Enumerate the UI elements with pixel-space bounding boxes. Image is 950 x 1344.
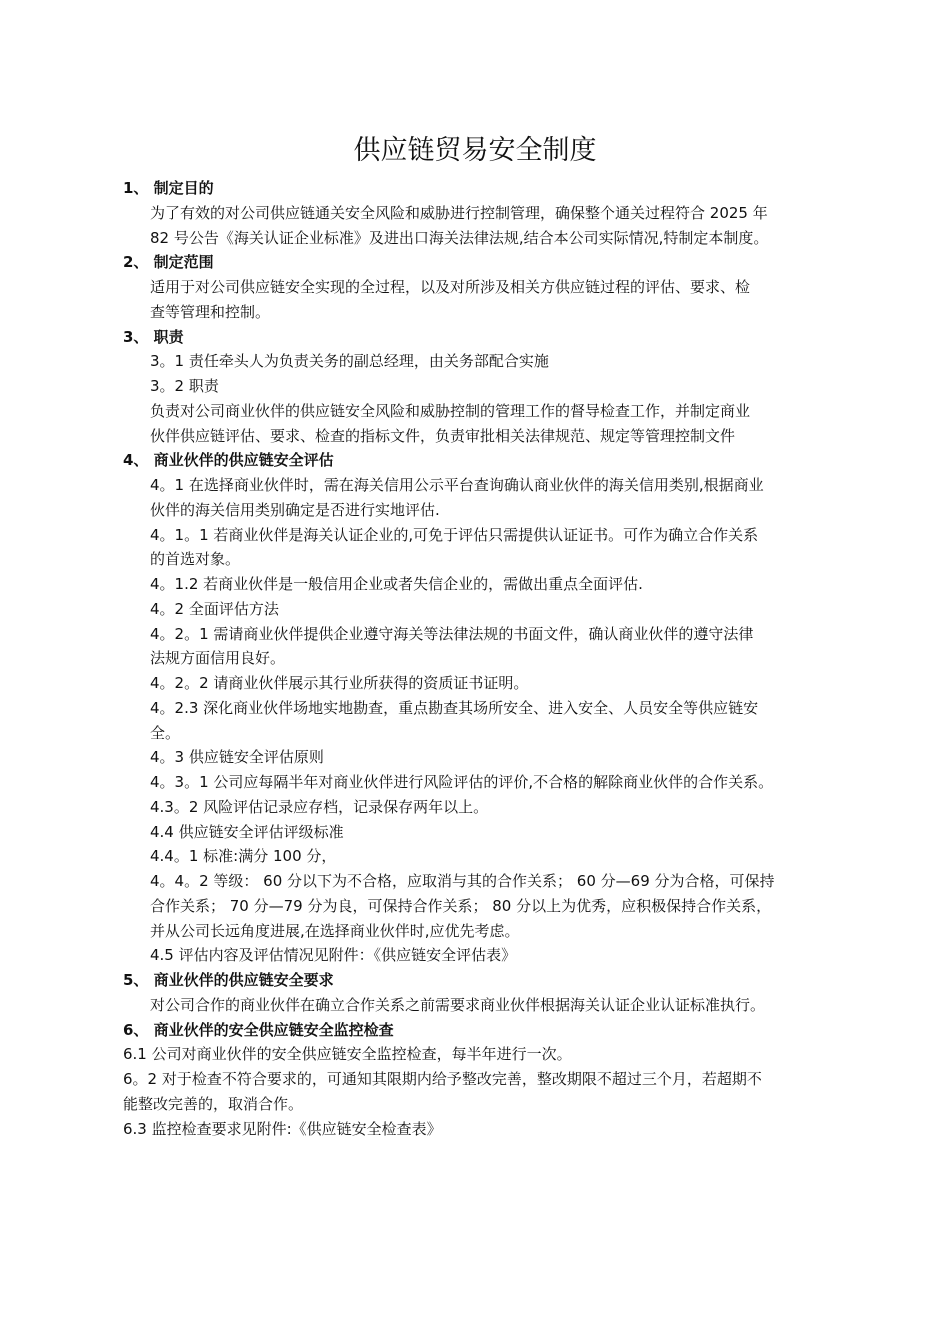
paragraph-line: 4。1 在选择商业伙伴时，需在海关信用公示平台查询确认商业伙伴的海关信用类别,根据商业	[150, 476, 764, 494]
paragraph-line: 6。2 对于检查不符合要求的，可通知其限期内给予整改完善，整改期限不超过三个月，若超期不	[123, 1070, 762, 1088]
paragraph-line: 4。3。1 公司应每隔半年对商业伙伴进行风险评估的评价,不合格的解除商业伙伴的合作关系。	[150, 773, 774, 791]
paragraph-line: 查等管理和控制。	[150, 302, 271, 321]
paragraph-line: 4.4 供应链安全评估评级标准	[150, 822, 344, 841]
paragraph-line: 伙伴供应链评估、要求、检查的指标文件，负责审批相关法律规范、规定等管理控制文件	[150, 426, 736, 445]
paragraph-line: 合作关系； 70 分—79 分为良，可保持合作关系； 80 分以上为优秀，应积极保持合作关系，	[150, 896, 772, 915]
paragraph-line: 适用于对公司供应链安全实现的全过程，以及对所涉及相关方供应链过程的评估、要求、检	[150, 278, 751, 296]
paragraph-line: 4。2。1 需请商业伙伴提供企业遵守海关等法律法规的书面文件，确认商业伙伴的遵守法律	[150, 624, 754, 643]
section-heading: 5、 商业伙伴的供应链安全要求	[123, 971, 334, 989]
paragraph-line: 法规方面信用良好。	[150, 649, 286, 668]
paragraph-line: 6.3 监控检查要求见附件:《供应链安全检查表》	[123, 1119, 442, 1138]
paragraph-line: 4.4。1 标准:满分 100 分，	[150, 847, 337, 866]
paragraph-line: 3。2 职责	[150, 377, 219, 395]
paragraph-line: 4.3。2 风险评估记录应存档，记录保存两年以上。	[150, 797, 489, 816]
paragraph-line: 并从公司长远角度进展,在选择商业伙伴时,应优先考虑。	[150, 921, 520, 940]
paragraph-line: 对公司合作的商业伙伴在确立合作关系之前需要求商业伙伴根据海关认证企业认证标准执行。	[150, 995, 766, 1014]
paragraph-line: 4。2。2 请商业伙伴展示其行业所获得的资质证书证明。	[150, 674, 529, 692]
section-heading: 1、 制定目的	[123, 179, 214, 197]
paragraph-line: 伙伴的海关信用类别确定是否进行实地评估.	[150, 500, 440, 519]
paragraph-line: 4。1。1 若商业伙伴是海关认证企业的,可免于评估只需提供认证证书。可作为确立合作关系	[150, 525, 759, 544]
section-heading: 2、 制定范围	[123, 253, 214, 272]
paragraph-line: 4。4。2 等级： 60 分以下为不合格，应取消与其的合作关系； 60 分—69 分为合格，可保持	[150, 872, 775, 890]
section-heading: 4、 商业伙伴的供应链安全评估	[123, 451, 334, 470]
section-heading: 6、 商业伙伴的安全供应链安全监控检查	[123, 1020, 394, 1039]
paragraph-line: 3。1 责任牵头人为负责关务的副总经理，由关务部配合实施	[150, 352, 549, 371]
document-title: 供应链贸易安全制度	[353, 135, 597, 166]
paragraph-line: 全。	[150, 723, 181, 742]
section-heading: 3、 职责	[123, 327, 184, 346]
paragraph-line: 4。1.2 若商业伙伴是一般信用企业或者失信企业的，需做出重点全面评估.	[150, 575, 643, 593]
paragraph-line: 6.1 公司对商业伙伴的安全供应链安全监控检查，每半年进行一次。	[123, 1045, 572, 1064]
paragraph-line: 4。3 供应链安全评估原则	[150, 748, 324, 767]
paragraph-line: 82 号公告《海关认证企业标准》及进出口海关法律法规,结合本公司实际情况,特制定本制度。	[150, 228, 769, 247]
paragraph-line: 为了有效的对公司供应链通关安全风险和威胁进行控制管理，确保整个通关过程符合 2025 年	[150, 203, 768, 222]
paragraph-line: 负责对公司商业伙伴的供应链安全风险和威胁控制的管理工作的督导检查工作，并制定商业	[150, 401, 751, 420]
paragraph-line: 4.5 评估内容及评估情况见附件：《供应链安全评估表》	[150, 946, 517, 965]
paragraph-line: 4。2 全面评估方法	[150, 599, 279, 618]
paragraph-line: 能整改完善的，取消合作。	[123, 1094, 304, 1113]
paragraph-line: 4。2.3 深化商业伙伴场地实地勘查，重点勘查其场所安全、进入安全、人员安全等供应链安	[150, 698, 759, 717]
paragraph-line: 的首选对象。	[150, 550, 241, 569]
